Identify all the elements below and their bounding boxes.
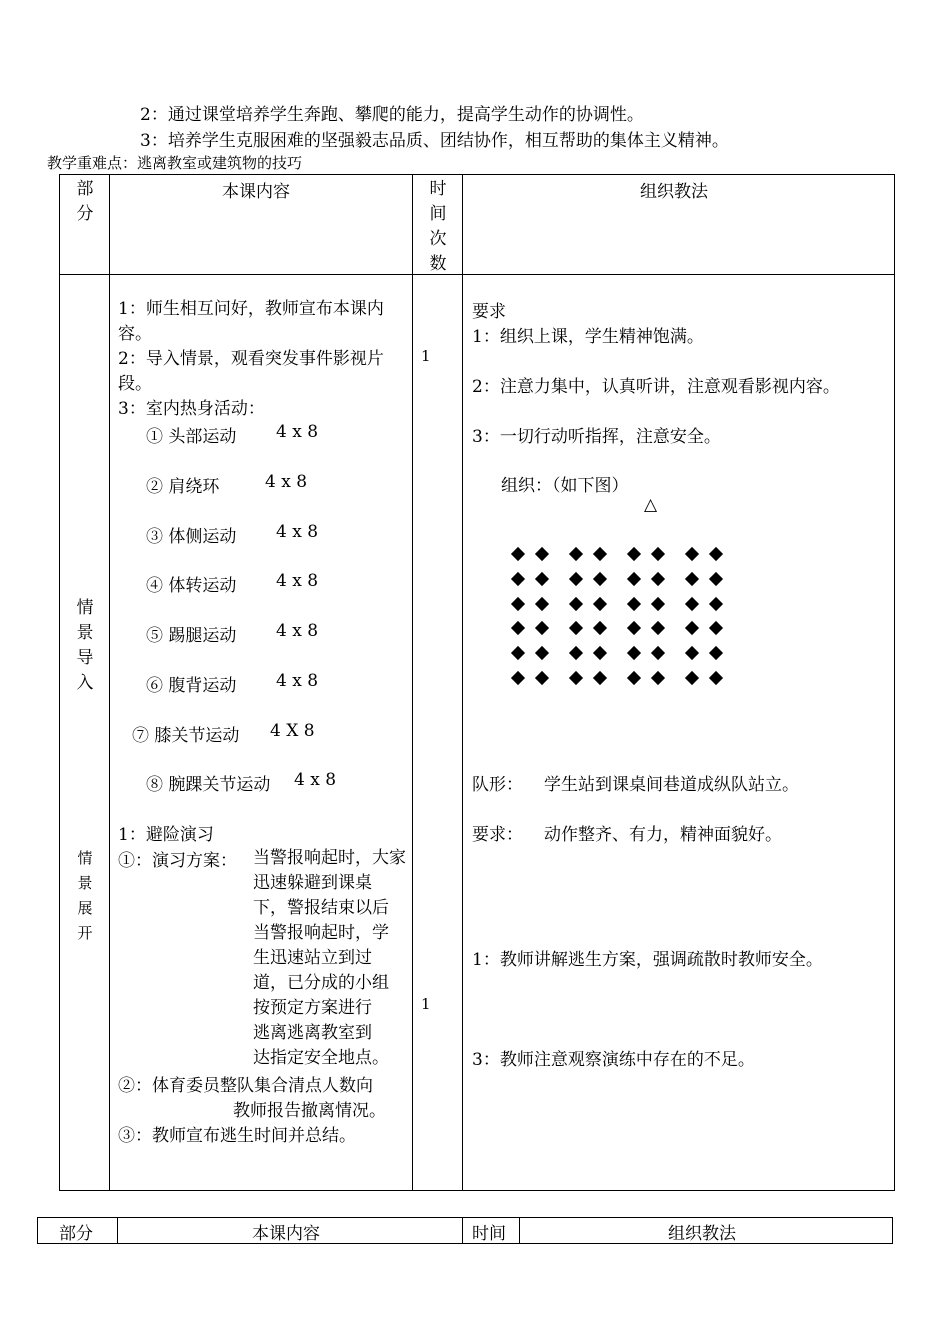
student-diamond-icon: [535, 547, 549, 561]
teacher-triangle-icon: △: [644, 495, 658, 515]
student-diamond-icon: [593, 621, 607, 635]
student-diamond-icon: [569, 621, 583, 635]
student-diamond-icon: [651, 597, 665, 611]
warmup-name: ⑥ 腹背运动: [146, 676, 237, 696]
footer-method: 组织教法: [668, 1224, 736, 1244]
student-diamond-icon: [535, 597, 549, 611]
formation-text: 学生站到课桌间巷道成纵队站立。: [544, 775, 799, 795]
warmup-name: ⑤ 踢腿运动: [146, 626, 237, 646]
student-diamond-icon: [593, 572, 607, 586]
warmup-name: ① 头部运动: [146, 427, 237, 447]
drill-plan-label: ①：演习方案：: [118, 851, 237, 871]
student-diamond-icon: [709, 671, 723, 685]
method-drill-1: 1：教师讲解逃生方案，强调疏散时教师安全。: [472, 950, 823, 970]
student-diamond-icon: [569, 597, 583, 611]
student-diamond-icon: [511, 547, 525, 561]
warmup-reps: 4 X 8: [270, 721, 315, 741]
warmup-reps: 4 x 8: [276, 621, 319, 641]
student-diamond-icon: [535, 671, 549, 685]
footer-part: 部分: [59, 1224, 93, 1244]
method-drill-3: 3：教师注意观察演练中存在的不足。: [472, 1050, 755, 1070]
method-org: 组织：（如下图）: [501, 476, 629, 496]
method-req2-text: 动作整齐、有力，精神面貌好。: [544, 825, 782, 845]
footer-content: 本课内容: [252, 1224, 320, 1244]
student-diamond-icon: [627, 597, 641, 611]
header-time: 时 间 次 数: [429, 179, 447, 274]
footer-time: 时间: [472, 1224, 506, 1244]
student-diamond-icon: [593, 646, 607, 660]
section-intro-label: 情 景 导 入: [76, 598, 94, 693]
student-diamond-icon: [709, 597, 723, 611]
student-diamond-icon: [593, 547, 607, 561]
student-diamond-icon: [651, 547, 665, 561]
student-diamond-icon: [569, 547, 583, 561]
time-intro: 1: [421, 347, 431, 365]
student-diamond-icon: [593, 597, 607, 611]
student-diamond-icon: [651, 572, 665, 586]
drill-item-3: ③：教师宣布逃生时间并总结。: [118, 1126, 356, 1146]
header-method: 组织教法: [640, 182, 708, 202]
objective-item-3: 3：培养学生克服困难的坚强毅志品质、团结协作，相互帮助的集体主义精神。: [140, 131, 729, 151]
student-diamond-icon: [685, 671, 699, 685]
warmup-reps: 4 x 8: [276, 671, 319, 691]
student-diamond-icon: [709, 547, 723, 561]
method-req-3: 3：一切行动听指挥，注意安全。: [472, 427, 721, 447]
method-req-1: 1：组织上课，学生精神饱满。: [472, 327, 704, 347]
warmup-name: ② 肩绕环: [146, 477, 220, 497]
student-diamond-icon: [685, 547, 699, 561]
drill-title: 1：避险演习: [118, 825, 214, 845]
formation-label: 队形：: [472, 775, 523, 795]
student-diamond-icon: [627, 671, 641, 685]
student-diamond-icon: [685, 572, 699, 586]
warmup-reps: 4 x 8: [276, 422, 319, 442]
student-diamond-icon: [511, 646, 525, 660]
student-diamond-icon: [627, 621, 641, 635]
key-point: 教学重难点：逃离教室或建筑物的技巧: [47, 154, 303, 172]
objective-item-2: 2：通过课堂培养学生奔跑、攀爬的能力，提高学生动作的协调性。: [140, 105, 644, 125]
warmup-name: ④ 体转运动: [146, 576, 237, 596]
warmup-reps: 4 x 8: [276, 571, 319, 591]
warmup-reps: 4 x 8: [294, 770, 337, 790]
student-diamond-icon: [627, 547, 641, 561]
method-req-title: 要求: [472, 302, 506, 322]
student-diamond-icon: [709, 646, 723, 660]
student-diamond-icon: [511, 572, 525, 586]
student-diamond-icon: [685, 646, 699, 660]
student-diamond-icon: [511, 671, 525, 685]
student-diamond-icon: [651, 621, 665, 635]
warmup-reps: 4 x 8: [265, 472, 308, 492]
student-diamond-icon: [685, 597, 699, 611]
student-diamond-icon: [709, 572, 723, 586]
student-diamond-icon: [651, 646, 665, 660]
intro-content: 1：师生相互问好，教师宣布本课内 容。 2：导入情景，观看突发事件影视片 段。 3：室内热身活动：: [118, 299, 384, 419]
student-diamond-icon: [627, 572, 641, 586]
method-req-2: 2：注意力集中，认真听讲，注意观看影视内容。: [472, 377, 840, 397]
drill-plan: 当警报响起时，大家 迅速躲避到课桌 下，警报结束以后 当警报响起时，学 生迅速站立到过 道，已分成的小组 按预定方案进行 逃离逃离教室到 达指定安全地点。: [253, 848, 406, 1068]
student-diamond-icon: [593, 671, 607, 685]
student-diamond-icon: [651, 671, 665, 685]
student-diamond-icon: [569, 646, 583, 660]
student-diamond-icon: [685, 621, 699, 635]
method-req2-label: 要求：: [472, 825, 523, 845]
student-diamond-icon: [511, 621, 525, 635]
header-content: 本课内容: [222, 182, 290, 202]
section-expand-label: 情 景 展 开: [77, 849, 93, 942]
time-expand: 1: [421, 995, 431, 1013]
warmup-name: ③ 体侧运动: [146, 527, 237, 547]
student-diamond-icon: [569, 572, 583, 586]
student-diamond-icon: [535, 572, 549, 586]
drill-item-2: ②：体育委员整队集合清点人数向: [118, 1076, 373, 1096]
student-diamond-icon: [709, 621, 723, 635]
student-diamond-icon: [511, 597, 525, 611]
student-diamond-icon: [569, 671, 583, 685]
student-diamond-icon: [535, 646, 549, 660]
header-part: 部 分: [76, 179, 94, 224]
drill-item-2-cont: 教师报告撤离情况。: [233, 1101, 386, 1121]
student-diamond-icon: [627, 646, 641, 660]
warmup-name: ⑧ 腕踝关节运动: [146, 775, 271, 795]
warmup-name: ⑦ 膝关节运动: [132, 726, 240, 746]
warmup-reps: 4 x 8: [276, 522, 319, 542]
student-diamond-icon: [535, 621, 549, 635]
